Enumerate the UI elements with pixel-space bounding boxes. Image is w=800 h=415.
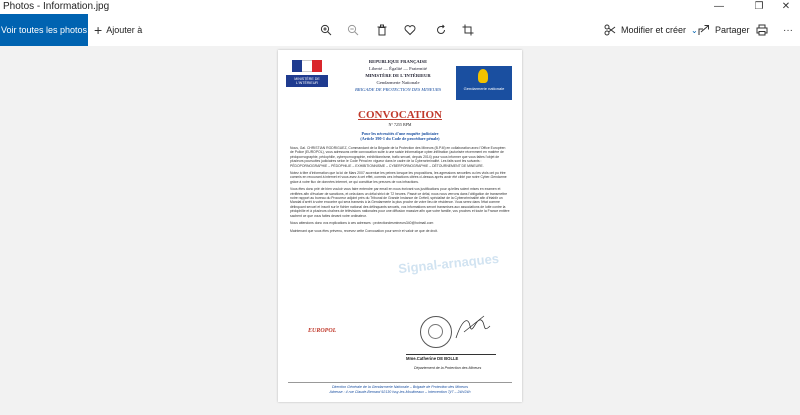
- view-all-label: Voir toutes les photos: [0, 25, 88, 35]
- subtitle-line: (Article 390-1 du Code de procédure pénale): [360, 136, 440, 141]
- share-icon: [698, 24, 710, 36]
- toolbar: [0, 14, 800, 46]
- plus-icon: +: [94, 22, 103, 38]
- europol-stamp: EUROPOL: [308, 328, 337, 334]
- ministry-logo-text: MINISTÈRE DE L'INTÉRIEUR: [286, 75, 328, 87]
- add-to-label: Ajouter à: [106, 25, 143, 35]
- body-paragraph: Notez à titre d'information que la loi de Mars 2007 accentue les peines lorsque les propositions, les agressions sexuelles ou les viols ont pu être commis en recourant à internet et vous avez à cet effet, commis ces infractions citées ci-dessus après avoir été ciblé par notre Cyber-Gendarme grâce à votre flux de données internet, ce qui constitue les preuves de vos infractions.: [290, 171, 507, 184]
- document-image: [278, 50, 522, 402]
- document-footer: [288, 382, 512, 394]
- document-title: CONVOCATION: [358, 109, 442, 121]
- title-bar: [0, 0, 800, 14]
- footer-line: Direction Générale de la Gendarmerie Nationale – Brigade de Protection des Mineurs: [331, 385, 469, 389]
- document-subtitle: [278, 131, 522, 141]
- share-button[interactable]: [698, 14, 750, 46]
- signatory-department: Département de la Protection des Mineurs: [414, 366, 482, 370]
- chevron-down-icon: ⌄: [691, 25, 698, 35]
- header-line-motto: Liberté — Égalité — Fraternité: [369, 66, 427, 71]
- header-line-gendarmerie: Gendarmerie Nationale: [376, 80, 420, 85]
- rotate-icon[interactable]: [429, 14, 453, 46]
- zoom-out-icon[interactable]: [341, 14, 365, 46]
- signatory-name: Mme.Catherine DE BOLLE: [406, 354, 496, 361]
- add-to-button[interactable]: [94, 14, 142, 46]
- share-label: Partager: [715, 25, 750, 35]
- zoom-in-icon[interactable]: [314, 14, 338, 46]
- edit-create-button[interactable]: [604, 14, 698, 46]
- print-icon[interactable]: [750, 14, 774, 46]
- body-paragraph: Nous attendons donc vos explications à ces adresses : protectiondesmineurs340@hotmail.com: [290, 221, 434, 226]
- header-line-brigade: BRIGADE DE PROTECTION DES MINEURS: [355, 87, 441, 92]
- minimize-button[interactable]: —: [714, 1, 724, 12]
- header-line-ministry: MINISTÈRE DE L'INTÉRIEUR: [365, 73, 431, 78]
- crop-icon[interactable]: [456, 14, 480, 46]
- signature: [454, 312, 494, 344]
- ministry-logo: [286, 60, 328, 108]
- close-button[interactable]: ✕: [781, 1, 791, 12]
- document-body: [290, 146, 510, 236]
- body-paragraph: Maintenant que vous êtes prévenu, recevez cette Convocation pour servir et valoir ce que de droit.: [290, 228, 438, 233]
- footer-line: Adresse : 4 rue Claude-Bernard 92130 Issy-les-Moulineaux – Intervention 7j/7 – 24h/24h: [329, 389, 471, 394]
- gendarmerie-logo: [456, 66, 512, 100]
- window-title: Photos - Information.jpg: [3, 1, 110, 12]
- more-icon[interactable]: ···: [783, 24, 793, 36]
- document-number: N° 7255 BPM: [388, 122, 412, 127]
- favorite-icon[interactable]: [398, 14, 422, 46]
- body-paragraph: Vous êtes donc prié de bien vouloir vous faire entendre par email en nous écrivant vos justifications pour qu'elles soient mises en examen et vérifiées afin d'évaluer de sanctions, et cela dans un délai strict de 72 heures. Passé ce délai, nous nous verrons dans l'obligation de transmettre notre rapport au bureau du Procureur adjoint près du Tribunal de Grande Instance de Créteil, spécialisé de la Cybercriminalité afin d'établir un Mandat d'arrêt à votre encontre qui sera transmis à la Gendarmerie la plus proche de votre lieu de résidence. Vous serez dans l'état comme délinquant sexuel et inscrit sur le fichier national des délinquants sexuels, vos informations seront transmises aux associations de lutte contre la pédophilie et à plusieurs chaînes de télévisions nationales pour une diffusion massive afin que votre famille, vos proches et toute la France entière sachent ce que vous faites devant votre ordinateur.: [290, 187, 510, 218]
- view-all-photos-button[interactable]: [0, 14, 88, 46]
- edit-create-label: Modifier et créer: [621, 25, 687, 35]
- document-header: [338, 58, 458, 93]
- subtitle-line: Pour les nécessités d'une enquête judiciaire: [361, 131, 439, 136]
- body-paragraph: Nous, Gal. CHRISTIAN RODRIGUEZ, Commandant de la Brigade de la Protection des Mineurs (B.P.M) en collaboration avec l'Office Européen de Police (EUROPOL), vous adressons cette convocation suite à une saisie informatique cyber-infiltration (autorisée récemment en matière de pédopornographie, pédophilie, cyberpornographie, exhibitionnisme, trafic sexuel, depuis 2014) pour vous informer que vous faites l'objet de plusieurs poursuites judiciaires selon le Code Pénal en vigueur dans le cadre de la Cybercriminalité. Les faits sont les suivants : PÉDOPORNOGRAPHIE – PÉDOPHILIE – EXHIBITIONNISME – CYBERPORNOGRAPHIE – DÉTOURNEMENT DE MINEURE.: [290, 146, 506, 168]
- gendarmerie-logo-text: Gendarmerie nationale: [463, 86, 505, 91]
- official-seal: [420, 316, 452, 348]
- edit-icon: [604, 24, 616, 36]
- delete-icon[interactable]: [370, 14, 394, 46]
- watermark: Signal-arnaques: [397, 250, 500, 277]
- maximize-button[interactable]: ❐: [754, 1, 764, 12]
- header-line-republic: REPUBLIQUE FRANÇAISE: [368, 59, 428, 64]
